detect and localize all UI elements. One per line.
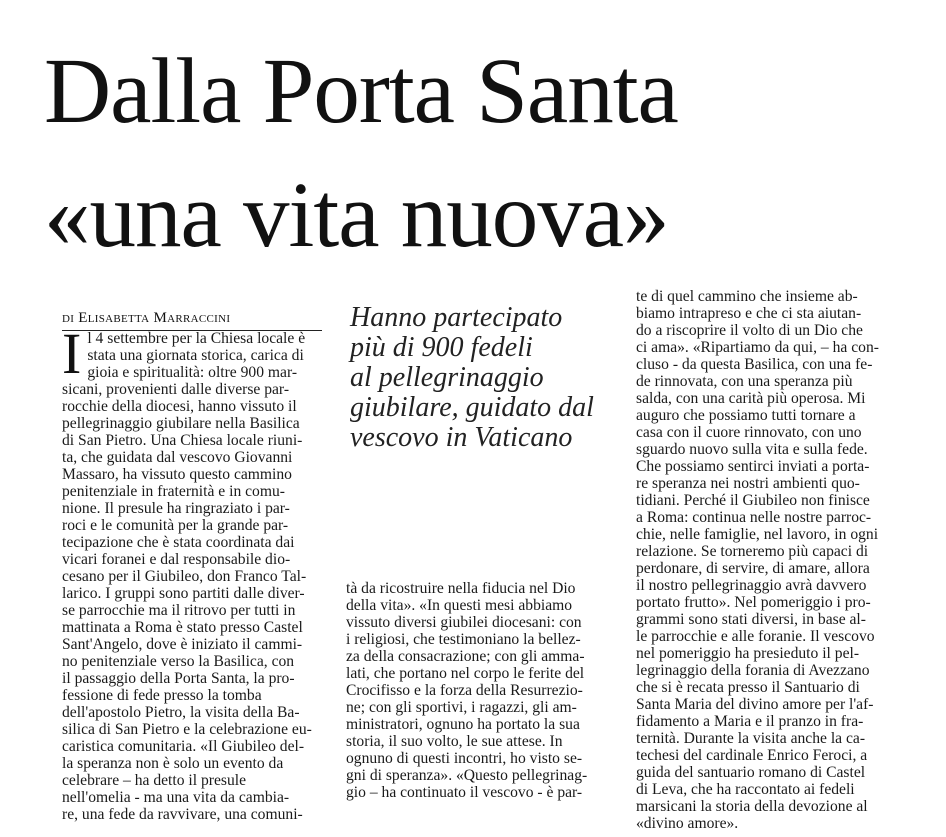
text-line: silica di San Pietro e la celebrazione eu- xyxy=(62,721,312,738)
text-line: marsicani la storia della devozione al xyxy=(636,798,868,815)
text-line: re, una fede da ravvivare, una comuni- xyxy=(62,806,303,823)
pull-quote-line: Hanno partecipato xyxy=(350,302,563,333)
text-line: cesano per il Giubileo, don Franco Tal- xyxy=(62,568,307,585)
text-line: i religiosi, che testimoniano la bellez- xyxy=(346,631,581,648)
text-line: Santa Maria del divino amore per l'af- xyxy=(636,696,874,713)
text-line: Crocifisso e la forza della Resurrezio- xyxy=(346,682,583,699)
text-line: guida del santuario romano di Castel xyxy=(636,764,866,781)
text-line: Che possiamo sentirci inviati a porta- xyxy=(636,458,870,475)
article-column-2 xyxy=(346,580,614,801)
text-line: Massaro, ha vissuto questo cammino xyxy=(62,466,292,483)
text-line: za della consacrazione; con gli amma- xyxy=(346,648,585,665)
text-line: celebrare – ha detto il presule xyxy=(62,772,247,789)
text-line: casa con il cuore rinnovato, con uno xyxy=(636,424,862,441)
text-line: le parrocchie e alle foranie. Il vescovo xyxy=(636,628,875,645)
pull-quote-line: più di 900 fedeli xyxy=(350,332,533,363)
article-column-1 xyxy=(62,321,322,823)
text-line: larico. I gruppi sono partiti dalle diver- xyxy=(62,585,305,602)
text-line: tecipazione che è stata coordinata dai xyxy=(62,534,295,551)
text-line: ne; con gli sportivi, i ragazzi, gli am- xyxy=(346,699,577,716)
pull-quote xyxy=(350,303,610,453)
text-line: relazione. Se torneremo più capaci di xyxy=(636,543,869,560)
text-line: fidamento a Maria e il pranzo in fra- xyxy=(636,713,864,730)
text-line: chie, nelle famiglie, nel lavoro, in ogni xyxy=(636,526,879,543)
text-line: vissuto diversi giubilei diocesani: con xyxy=(346,614,582,631)
text-line: gioia e spiritualità: oltre 900 mar- xyxy=(87,364,298,381)
text-line: perdonare, di servire, di amare, allora xyxy=(636,560,870,577)
text-line: ta, che guidata dal vescovo Giovanni xyxy=(62,449,293,466)
text-line: sguardo nuovo sulla vita e sulla fede. xyxy=(636,441,868,458)
text-line: legrinaggio della forania di Avezzano xyxy=(636,662,870,679)
text-line: a Roma: continua nelle nostre parroc- xyxy=(636,509,872,526)
text-line: gio – ha continuato il vescovo - è par- xyxy=(346,784,583,801)
text-line: la speranza non è solo un evento da xyxy=(62,755,284,772)
byline: di Elisabetta Marraccini xyxy=(62,310,322,331)
text-line: stata una giornata storica, carica di xyxy=(87,347,304,364)
text-line: nione. Il presule ha ringraziato i par- xyxy=(62,500,290,517)
text-line: penitenziale in fraternità e in comu- xyxy=(62,483,285,500)
text-line: vicari foranei e dal responsabile dio- xyxy=(62,551,291,568)
text-line: ministratori, ognuno ha portato la sua xyxy=(346,716,580,733)
text-line: do a riscoprire il volto di un Dio che xyxy=(636,322,863,339)
text-line: pellegrinaggio giubilare nella Basilica xyxy=(62,415,300,432)
text-line: storia, il suo volto, le sue attese. In xyxy=(346,733,563,750)
text-line: di San Pietro. Una Chiesa locale riuni- xyxy=(62,432,303,449)
text-line: sicani, provenienti dalle diverse par- xyxy=(62,381,290,398)
text-line: gni di speranza». «Questo pellegrinag- xyxy=(346,767,588,784)
pull-quote-text xyxy=(350,303,610,453)
text-line: re speranza nei nostri ambienti quo- xyxy=(636,475,860,492)
text-line: il passaggio della Porta Santa, la pro- xyxy=(62,670,295,687)
text-line: «divino amore». xyxy=(636,815,739,832)
pull-quote-line: vescovo in Vaticano xyxy=(350,422,573,453)
text-line: grammi sono stati diversi, in base al- xyxy=(636,611,866,628)
text-line: cluso - da questa Basilica, con una fe- xyxy=(636,356,873,373)
text-line: fessione di fede presso la tomba xyxy=(62,687,262,704)
text-line: te di quel cammino che insieme ab- xyxy=(636,288,858,305)
headline-line-2: «una vita nuova» xyxy=(44,164,669,267)
text-line: Sant'Angelo, dove è iniziato il cammi- xyxy=(62,636,303,653)
text-line: caristica comunitaria. «Il Giubileo del- xyxy=(62,738,305,755)
text-line: mattinata a Roma è stato presso Castel xyxy=(62,619,303,636)
text-line: auguro che possiamo tutti tornare a xyxy=(636,407,856,424)
column-2-text xyxy=(346,580,614,801)
article-column-3 xyxy=(636,288,904,832)
text-line: portato frutto». Nel pomeriggio i pro- xyxy=(636,594,871,611)
column-3-text xyxy=(636,288,904,832)
text-line: ci ama». «Ripartiamo da qui, – ha con- xyxy=(636,339,879,356)
text-line: della vita». «In questi mesi abbiamo xyxy=(346,597,573,614)
text-line: nell'omelia - ma una vita da cambia- xyxy=(62,789,290,806)
text-line: rocchie della diocesi, hanno vissuto il xyxy=(62,398,297,415)
text-line: salda, con una carità più operosa. Mi xyxy=(636,390,866,407)
text-line: no penitenziale verso la Basilica, con xyxy=(62,653,295,670)
text-line: il nostro pellegrinaggio avrà davvero xyxy=(636,577,867,594)
text-line: ognuno di questi incontri, ho visto se- xyxy=(346,750,583,767)
text-line: tidiani. Perché il Giubileo non finisce xyxy=(636,492,870,509)
text-line: che si è recata presso il Santuario di xyxy=(636,679,860,696)
text-line: tà da ricostruire nella fiducia nel Dio xyxy=(346,580,576,597)
pull-quote-line: al pellegrinaggio xyxy=(350,362,544,393)
headline-line-1: Dalla Porta Santa xyxy=(44,40,678,143)
text-line: lati, che portano nel corpo le ferite del xyxy=(346,665,585,682)
column-1-text xyxy=(62,321,322,823)
text-line: roci e le comunità per la grande par- xyxy=(62,517,289,534)
text-line: ternità. Durante la visita anche la ca- xyxy=(636,730,866,747)
text-line: l 4 settembre per la Chiesa locale è xyxy=(87,330,306,347)
drop-cap: I xyxy=(62,321,82,386)
headline xyxy=(44,30,924,278)
text-line: di Leva, che ha raccontato ai fedeli xyxy=(636,781,855,798)
pull-quote-line: giubilare, guidato dal xyxy=(350,392,594,423)
text-line: nel pomeriggio ha presieduto il pel- xyxy=(636,645,860,662)
text-line: biamo intrapreso e che ci sta aiutan- xyxy=(636,305,862,322)
text-line: se parrocchie ma il ritrovo per tutti in xyxy=(62,602,296,619)
text-line: de rinnovata, con una speranza più xyxy=(636,373,853,390)
text-line: techesi del cardinale Enrico Feroci, a xyxy=(636,747,868,764)
text-line: dell'apostolo Pietro, la visita della Ba- xyxy=(62,704,300,721)
